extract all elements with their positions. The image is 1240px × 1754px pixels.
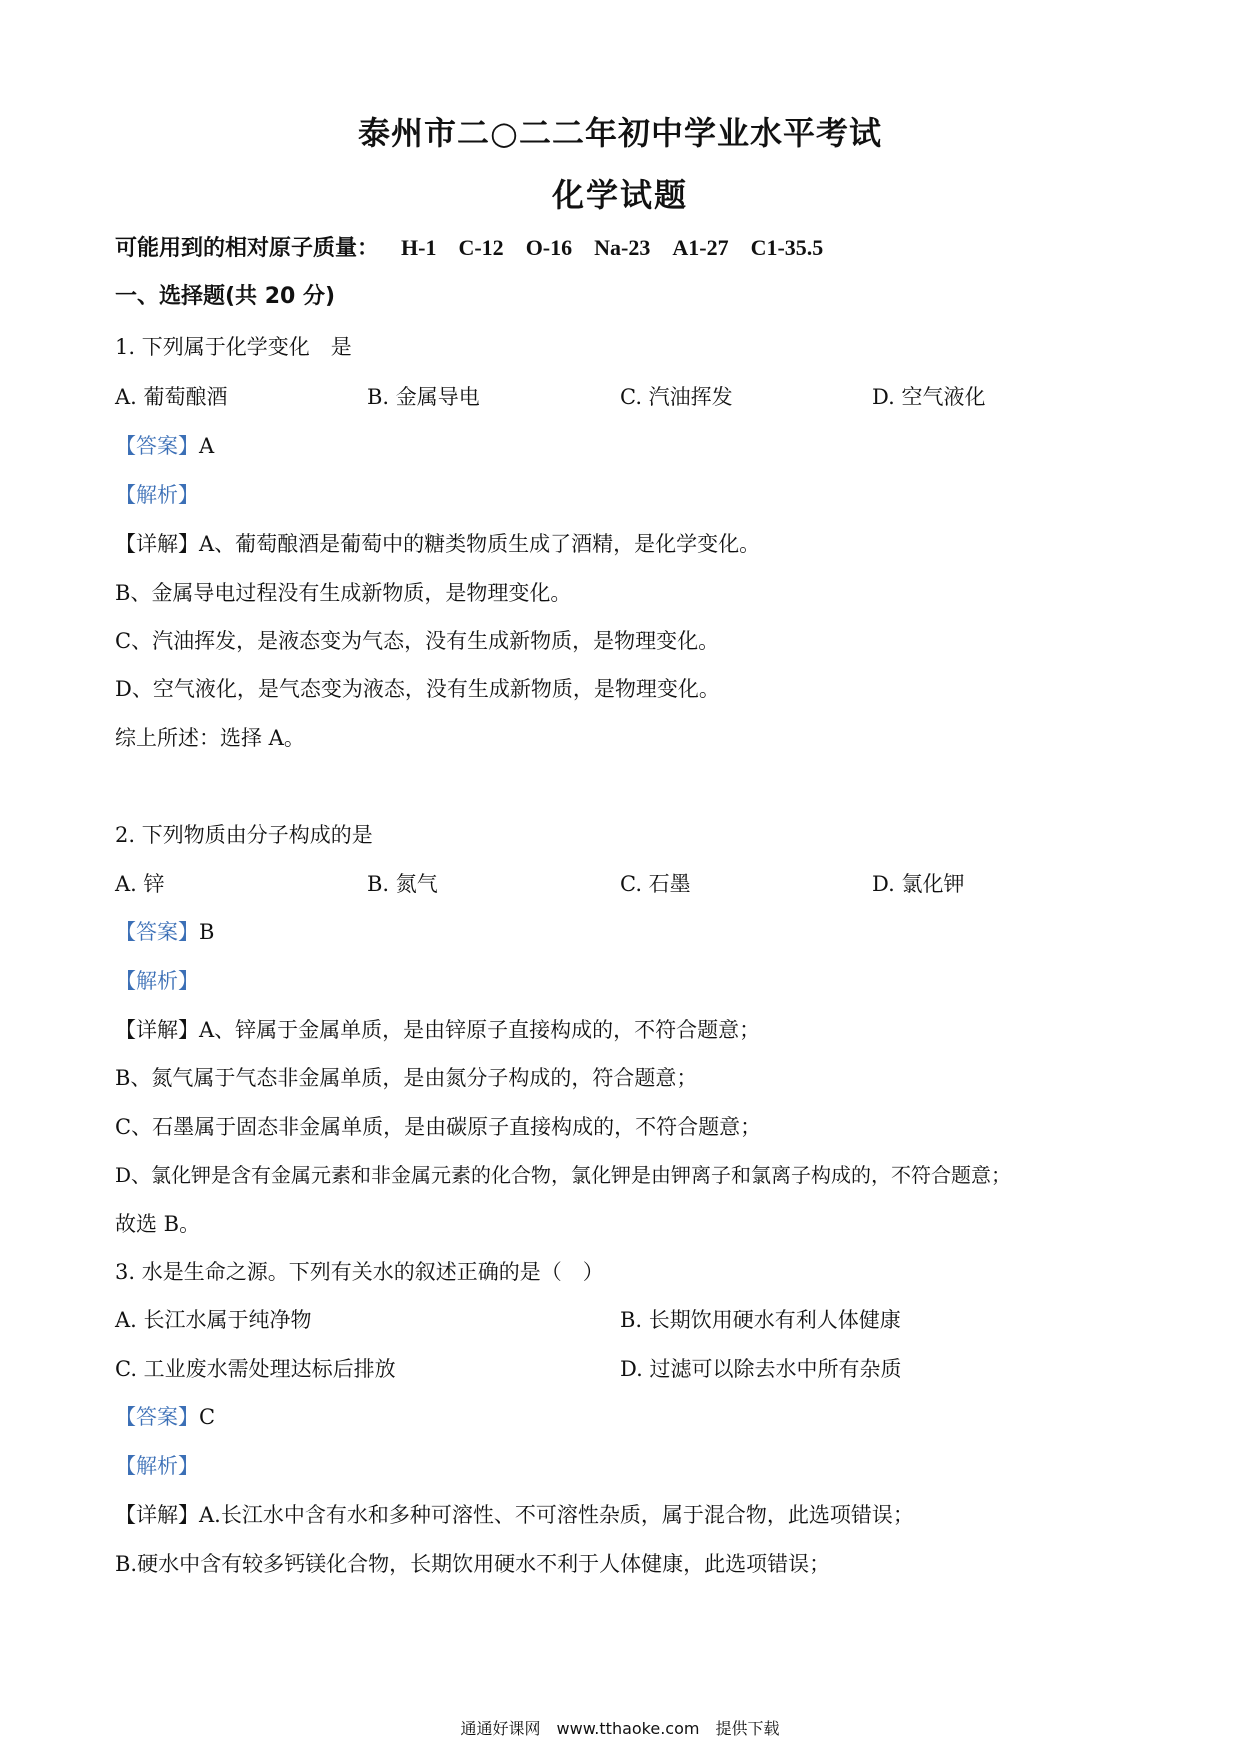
question-1-analysis [115, 481, 199, 509]
question-3-option-c: C. 工业废水需处理达标后排放 [115, 1357, 396, 1381]
question-1-option-a: A. 葡萄酿酒 [115, 385, 228, 409]
question-3-detail [115, 1501, 914, 1529]
atomic-masses [115, 234, 823, 263]
atomic-mass-item: H-1 [401, 235, 437, 260]
question-2-option-d: D. 氯化钾 [872, 872, 965, 896]
explanation-line: D、氯化钾是含有金属元素和非金属元素的化合物，氯化钾是由钾离子和氯离子构成的，不符合题意； [115, 1163, 1012, 1187]
answer-value: C [199, 1405, 216, 1429]
question-3-option-d: D. 过滤可以除去水中所有杂质 [620, 1357, 902, 1381]
atomic-mass-item: Na-23 [594, 235, 651, 260]
explanation-line: D、空气液化，是气态变为液态，没有生成新物质，是物理变化。 [115, 677, 720, 701]
answer-value: A [199, 434, 215, 458]
atomic-mass-item: A1-27 [672, 235, 729, 260]
explanation-line: C、石墨属于固态非金属单质，是由碳原子直接构成的，不符合题意； [115, 1115, 762, 1139]
question-2-option-a: A. 锌 [115, 872, 165, 896]
atomic-mass-item: C1-35.5 [750, 235, 824, 260]
analysis-tag: 【解析】 [115, 1454, 199, 1478]
answer-tag: 【答案】 [115, 434, 199, 458]
explanation-line: B、金属导电过程没有生成新物质，是物理变化。 [115, 581, 572, 605]
exam-subtitle: 化学试题 [551, 176, 688, 214]
question-1-option-d: D. 空气液化 [872, 385, 986, 409]
explanation-line: 综上所述：选择 A。 [115, 726, 305, 750]
explanation-line: 故选 B。 [115, 1212, 201, 1236]
analysis-tag: 【解析】 [115, 969, 199, 993]
explanation-line: A、葡萄酿酒是葡萄中的糖类物质生成了酒精，是化学变化。 [199, 532, 761, 556]
analysis-tag: 【解析】 [115, 483, 199, 507]
explanation-line: A.长江水中含有水和多种可溶性、不可溶性杂质，属于混合物，此选项错误； [199, 1503, 914, 1527]
question-3-stem: 3. 水是生命之源。下列有关水的叙述正确的是（ ） [115, 1260, 604, 1284]
question-1-detail [115, 530, 760, 558]
section-heading: 一、选择题(共 20 分) [115, 284, 336, 309]
atomic-masses-label: 可能用到的相对原子质量： [115, 236, 380, 261]
detail-tag: 【详解】 [115, 1018, 199, 1042]
question-3-answer [115, 1403, 215, 1431]
question-1-answer [115, 432, 214, 460]
question-2-stem: 2. 下列物质由分子构成的是 [115, 823, 373, 847]
page-footer: 通通好课网 www.tthaoke.com 提供下载 [460, 1719, 780, 1738]
question-2-option-b: B. 氮气 [367, 872, 438, 896]
answer-tag: 【答案】 [115, 920, 199, 944]
atomic-mass-item: C-12 [458, 235, 504, 260]
explanation-line: A、锌属于金属单质，是由锌原子直接构成的，不符合题意； [199, 1018, 761, 1042]
detail-tag: 【详解】 [115, 532, 199, 556]
question-3-option-a: A. 长江水属于纯净物 [115, 1308, 312, 1332]
question-2-option-c: C. 石墨 [620, 872, 691, 896]
exam-title: 泰州市二○二二年初中学业水平考试 [358, 114, 882, 152]
answer-value: B [199, 920, 215, 944]
question-3-option-b: B. 长期饮用硬水有利人体健康 [620, 1308, 901, 1332]
detail-tag: 【详解】 [115, 1503, 199, 1527]
question-1-stem: 1. 下列属于化学变化 是 [115, 335, 352, 359]
question-1-option-c: C. 汽油挥发 [620, 385, 733, 409]
question-2-detail [115, 1016, 760, 1044]
explanation-line: C、汽油挥发，是液态变为气态，没有生成新物质，是物理变化。 [115, 629, 720, 653]
question-2-analysis [115, 967, 199, 995]
answer-tag: 【答案】 [115, 1405, 199, 1429]
atomic-mass-item: O-16 [525, 235, 573, 260]
question-1-option-b: B. 金属导电 [367, 385, 480, 409]
question-3-analysis [115, 1452, 199, 1480]
question-2-answer [115, 918, 214, 946]
explanation-line: B、氮气属于气态非金属单质，是由氮分子构成的，符合题意； [115, 1066, 698, 1090]
explanation-line: B.硬水中含有较多钙镁化合物，长期饮用硬水不利于人体健康，此选项错误； [115, 1552, 831, 1576]
